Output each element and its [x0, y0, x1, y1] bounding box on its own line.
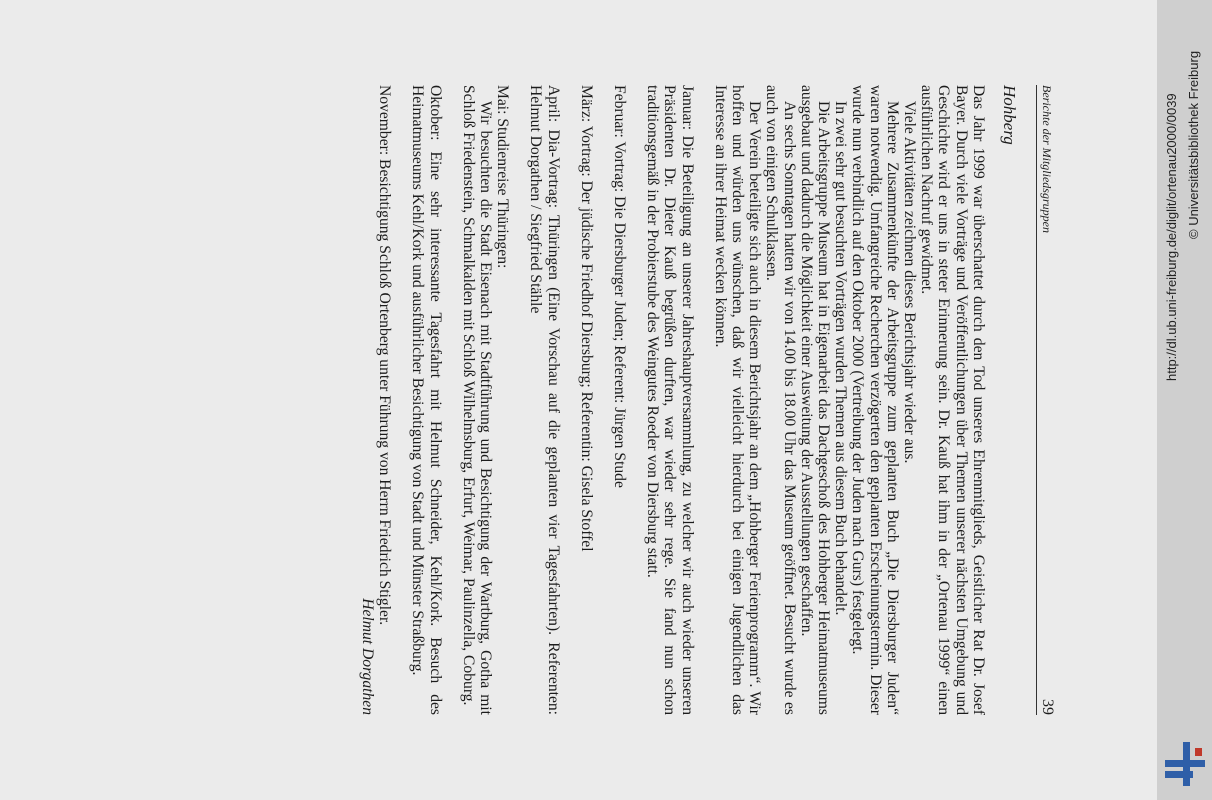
section-heading: Hohberg — [1000, 85, 1019, 145]
paragraph: November: Besichtigung Schloß Ortenberg unter Führung von Herrn Friedrich Stigler. — [376, 85, 394, 626]
logo-bar — [1183, 742, 1190, 786]
article-body — [359, 85, 1018, 715]
paragraph: April: Dia-Vortrag: Thüringen (Eine Vorschau auf die geplanten vier Tagesfahrten). Referenten: Helmut Dorgathen / Siegfried Stähle — [527, 85, 562, 715]
paragraph: An sechs Sonntagen hatten wir von 14.00 bis 18.00 Uhr das Museum geöffnet. Besucht wurde es auch von einigen Schulklassen. — [763, 85, 798, 715]
paragraph: März: Vortrag: Der jüdische Friedhof Diersburg; Referentin: Gisela Stoffel — [577, 85, 595, 552]
paragraph: Oktober: Eine sehr interessante Tagesfahrt mit Helmut Schneider, Kehl/Kork. Besuch des Heimatmuseums Kehl/Kork und ausführlicher Besichtigung von Stadt und Münster Straßburg. — [409, 85, 444, 715]
paragraph: Januar: Die Beteiligung an unserer Jahreshauptversammlung, zu welcher wir auch wieder unseren Präsidenten Dr. Dieter Kauß begrüßen durften, war wieder sehr rege. Sie fand nun schon traditionsgemäß in der Probierstube des Weingutes Roeder von Diersburg statt. — [644, 85, 696, 715]
paragraph: In zwei sehr gut besuchten Vorträgen wurden Themen aus diesem Buch behandelt. — [832, 101, 850, 616]
paragraph: Februar: Vortrag: Die Diersburger Juden; Referent: Jürgen Stude — [610, 85, 628, 488]
document-page — [71, 15, 1141, 785]
page-number: 39 — [1039, 699, 1056, 715]
running-head — [1036, 85, 1059, 715]
ub-freiburg-logo-icon — [1163, 740, 1207, 788]
paragraph: Mai: Studienreise Thüringen: — [494, 85, 512, 269]
logo-bar — [1195, 748, 1202, 756]
signature: Helmut Dorgathen — [358, 598, 376, 715]
running-head-title: Berichte der Mitgliedsgruppen — [1040, 85, 1054, 233]
permalink-url[interactable]: http://dl.ub.uni-freiburg.de/diglit/ortenau2000/0039 — [1164, 93, 1179, 381]
paragraph: Mehrere Zusammenkünfte der Arbeitsgruppe zum geplanten Buch „Die Diersburger Juden“ waren notwendig. Umfangreiche Recherchen verzögerten den geplanten Erscheinungstermin. Dieser wurde nun verbindlich auf den Oktober 2000 (Vertreibung der Juden nach Gurs) festgelegt. — [849, 85, 901, 715]
paragraph: Viele Aktivitäten zeichnen dieses Berichtsjahr wieder aus. — [900, 101, 918, 464]
paragraph: Der Verein beteiligte sich auch in diesem Berichtsjahr an dem „Hohberger Ferienprogramm“. Wir hoffen und würden uns wünschen, daß wir vielleicht hierdurch bei einigen Jugendlichen das Interesse an ihrer Heimat wecken können. — [711, 85, 764, 715]
paragraph: Das Jahr 1999 war überschattet durch den Tod unseres Ehrenmitglieds, Geistlicher Rat Dr. Josef Bayer. Durch viele Vorträge und Veröffentlichungen über Themen unserer nächsten Umgebung und Geschichte wird er uns in steter Erinnerung sein. Dr. Kauß hat ihm in der „Ortenau 1999“ einen ausführlichen Nachruf gewidmet. — [918, 85, 987, 715]
paragraph: Die Arbeitsgruppe Museum hat in Eigenarbeit das Dachgeschoß des Hohberger Heimatmuseums ausgebaut und dadurch die Möglichkeit einer Ausweitung der Ausstellungen geschaffen. — [797, 85, 832, 715]
paragraph: Wir besuchten die Stadt Eisenach mit Stadtführung und Besichtigung der Wartburg, Gotha mit Schloß Friedenstein, Schmalkalden mit Schloß Wilhelmsburg, Erfurt, Weimar, Paulinzella, Coburg. — [459, 85, 494, 715]
copyright-notice: © Universitätsbibliothek Freiburg — [1186, 50, 1201, 239]
